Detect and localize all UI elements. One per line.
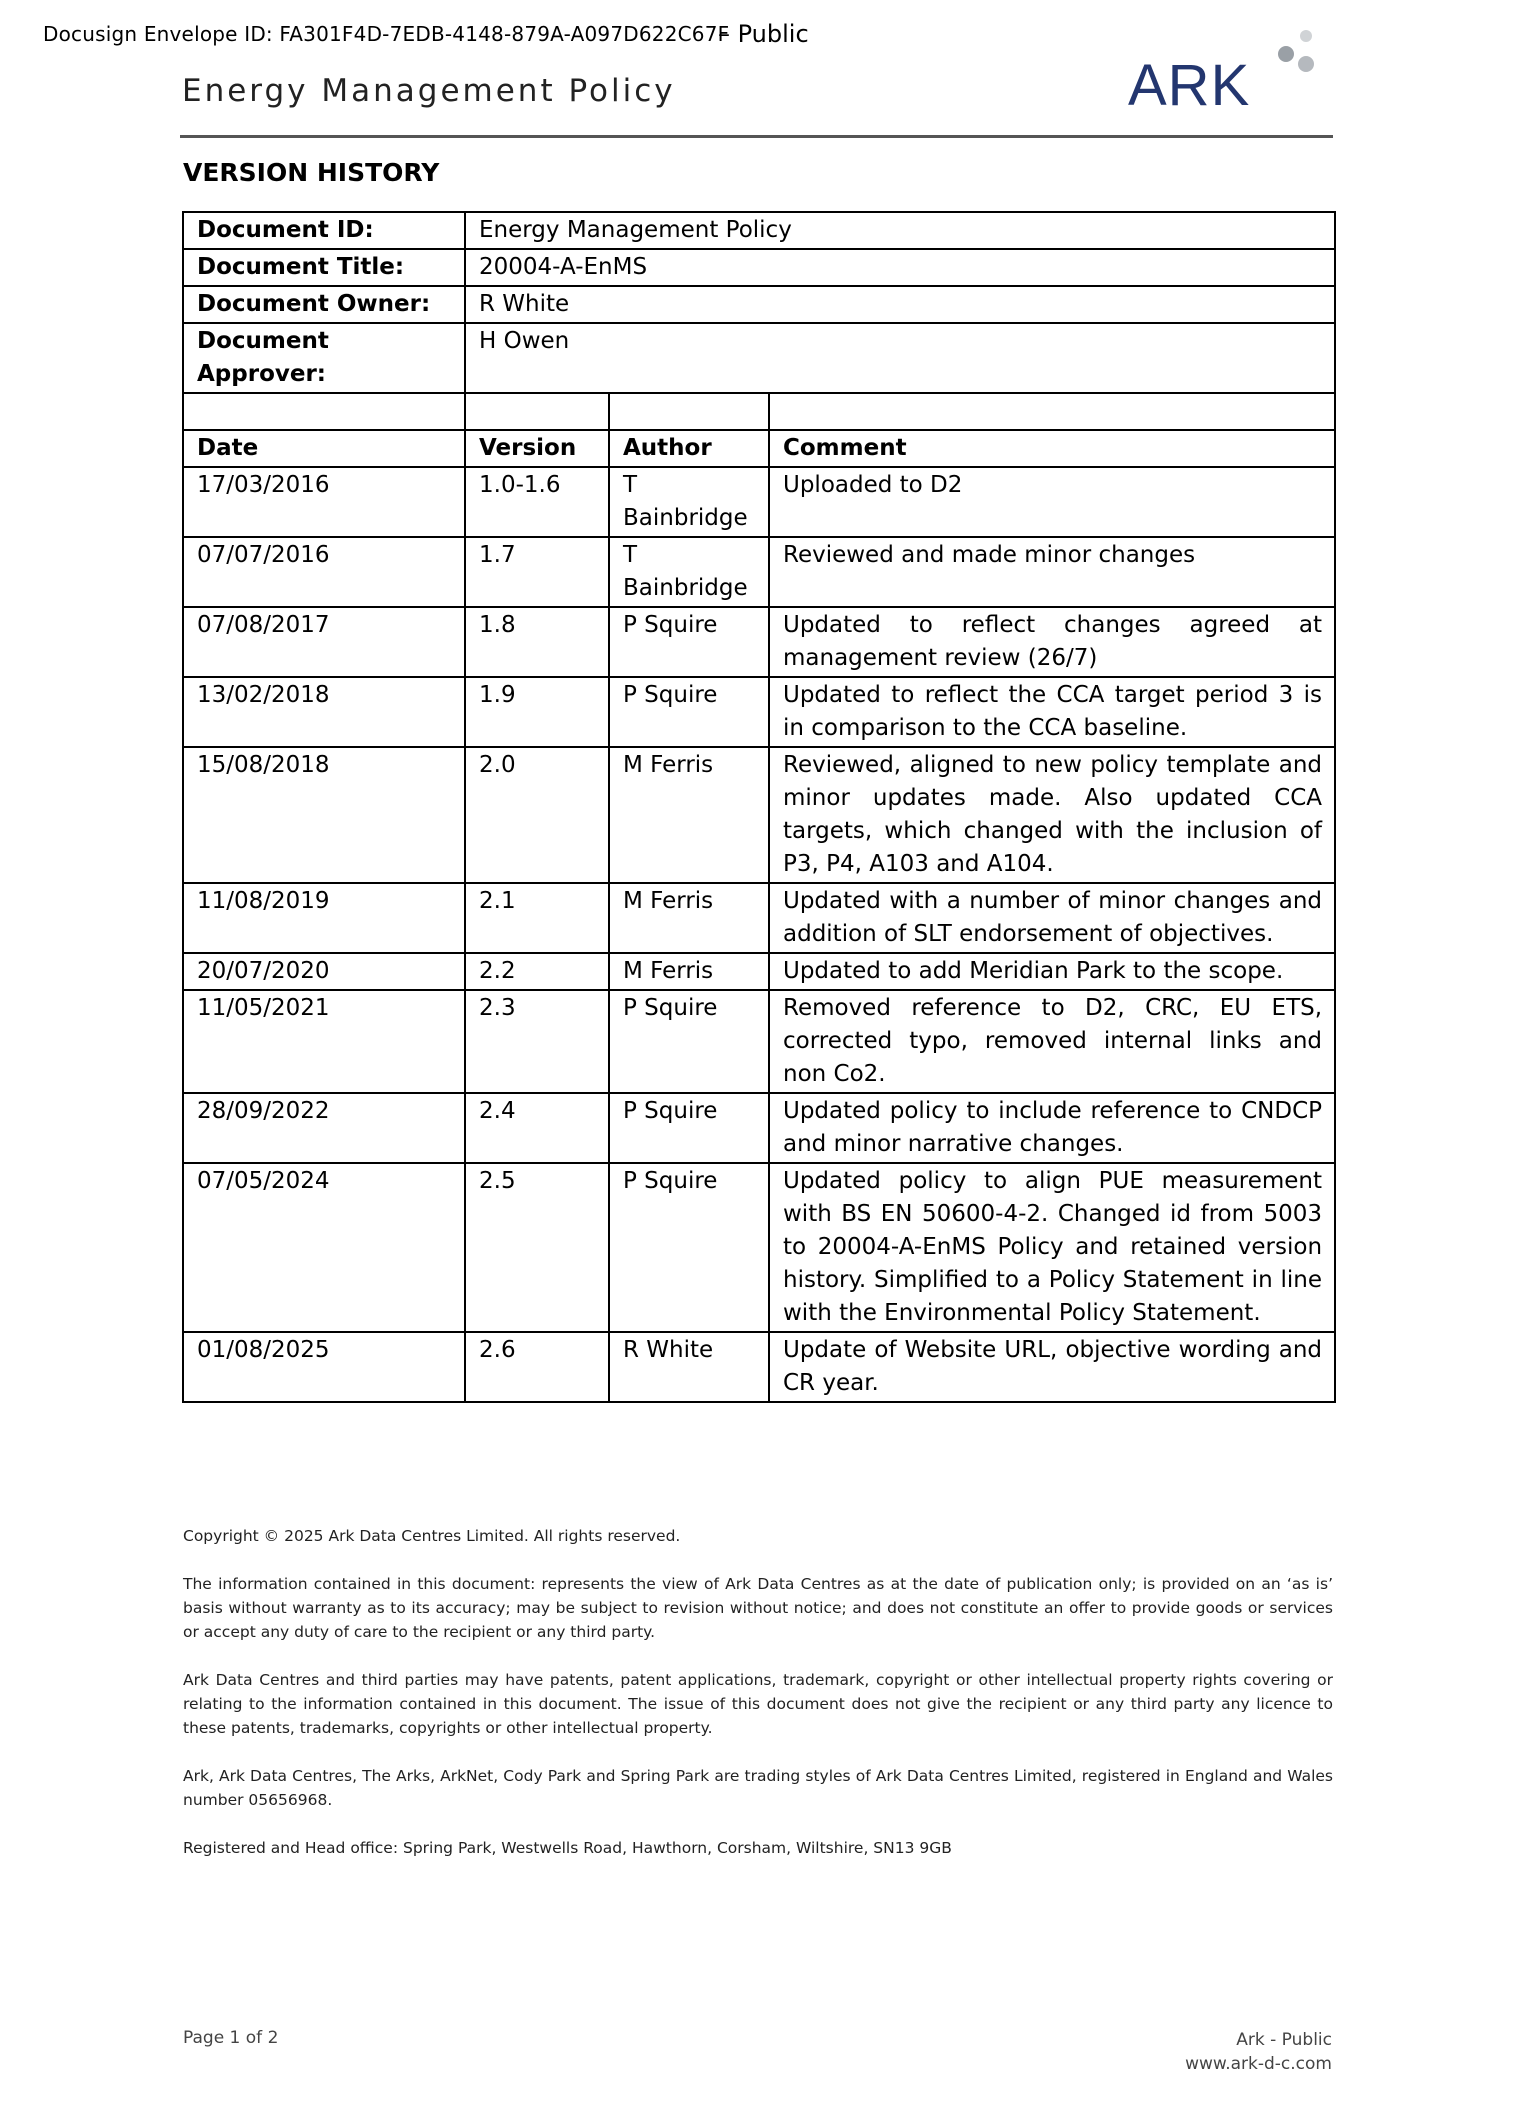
cell-date: 11/05/2021 [183, 990, 465, 1093]
meta-label: Document Title: [183, 249, 465, 286]
meta-label: Document Approver: [183, 323, 465, 393]
cell-date: 13/02/2018 [183, 677, 465, 747]
cell-version: 2.5 [465, 1163, 609, 1332]
cell-author: P Squire [609, 1163, 769, 1332]
cell-comment: Uploaded to D2 [769, 467, 1335, 537]
document-heading: Energy Management Policy [182, 73, 676, 109]
cell-date: 28/09/2022 [183, 1093, 465, 1163]
empty-cell [183, 393, 465, 430]
table-row [183, 537, 1335, 607]
website-link[interactable]: www.ark-d-c.com [1185, 2054, 1332, 2074]
cell-author: M Ferris [609, 883, 769, 953]
cell-version: 2.6 [465, 1332, 609, 1402]
table-row [183, 677, 1335, 747]
cell-version: 1.8 [465, 607, 609, 677]
cell-comment: Removed reference to D2, CRC, EU ETS, corrected typo, removed internal links and non Co2. [769, 990, 1335, 1093]
ark-logo [1128, 24, 1328, 118]
table-row [183, 883, 1335, 953]
cell-date: 11/08/2019 [183, 883, 465, 953]
cell-author: P Squire [609, 990, 769, 1093]
cell-version: 2.1 [465, 883, 609, 953]
cell-author: P Squire [609, 607, 769, 677]
table-row [183, 990, 1335, 1093]
disclaimer-text: The information contained in this document: represents the view of Ark Data Centres as at the date of publication only; is provided on an ‘as is’ basis without warranty as to its accuracy; may be subject to revision without notice; and does not constitute an offer to provide goods or services or accept any duty of care to the recipient or any third party. [183, 1575, 1333, 1641]
meta-label: Document ID: [183, 212, 465, 249]
meta-value: H Owen [465, 323, 1335, 393]
ip-notice-text: Ark Data Centres and third parties may have patents, patent applications, trademark, copyright or other intellectual property rights covering or relating to the information contained in this document. The issue of this document does not give the recipient or any third party any licence to these patents, trademarks, copyrights or other intellectual property. [183, 1671, 1333, 1737]
column-header-row [183, 430, 1335, 467]
trading-styles-text: Ark, Ark Data Centres, The Arks, ArkNet, Cody Park and Spring Park are trading styles of Ark Data Centres Limited, registered in England and Wales number 05656968. [183, 1767, 1333, 1809]
cell-version: 2.0 [465, 747, 609, 883]
cell-date: 07/05/2024 [183, 1163, 465, 1332]
table-row [183, 607, 1335, 677]
table-row [183, 747, 1335, 883]
table-row [183, 467, 1335, 537]
cell-author: R White [609, 1332, 769, 1402]
cell-date: 07/08/2017 [183, 607, 465, 677]
cell-comment: Updated policy to align PUE measurement with BS EN 50600-4-2. Changed id from 5003 to 20004-A-EnMS Policy and retained version history. Simplified to a Policy Statement in line with the Environmental Policy Statement. [769, 1163, 1335, 1332]
version-history-table [182, 211, 1336, 1403]
cell-comment: Reviewed, aligned to new policy template and minor updates made. Also updated CCA targets, which changed with the inclusion of P3, P4, A103 and A104. [769, 747, 1335, 883]
column-header-comment: Comment [769, 430, 1335, 467]
copyright-text: Copyright © 2025 Ark Data Centres Limited. All rights reserved. [183, 1527, 681, 1545]
cell-comment: Updated to add Meridian Park to the scope. [769, 953, 1335, 990]
footer-right [1185, 2028, 1332, 2076]
cell-date: 07/07/2016 [183, 537, 465, 607]
column-header-version: Version [465, 430, 609, 467]
logo-dots-icon [1262, 28, 1322, 88]
cell-version: 2.3 [465, 990, 609, 1093]
cell-author: M Ferris [609, 953, 769, 990]
cell-comment: Updated to reflect the CCA target period 3 is in comparison to the CCA baseline. [769, 677, 1335, 747]
logo-text: ARK [1128, 53, 1251, 118]
cell-version: 1.7 [465, 537, 609, 607]
cell-author: T Bainbridge [609, 467, 769, 537]
cell-comment: Reviewed and made minor changes [769, 537, 1335, 607]
empty-cell [465, 393, 609, 430]
meta-row-document-id [183, 212, 1335, 249]
page-number: Page 1 of 2 [183, 2028, 279, 2048]
meta-value: 20004-A-EnMS [465, 249, 1335, 286]
version-history-title: VERSION HISTORY [183, 158, 440, 187]
cell-date: 20/07/2020 [183, 953, 465, 990]
cell-version: 1.0-1.6 [465, 467, 609, 537]
cell-author: T Bainbridge [609, 537, 769, 607]
footer-legal [183, 1524, 1333, 1884]
cell-author: P Squire [609, 677, 769, 747]
header-rule [180, 135, 1333, 138]
table-row [183, 953, 1335, 990]
column-header-date: Date [183, 430, 465, 467]
meta-value: R White [465, 286, 1335, 323]
cell-comment: Update of Website URL, objective wording and CR year. [769, 1332, 1335, 1402]
meta-value: Energy Management Policy [465, 212, 1335, 249]
cell-date: 01/08/2025 [183, 1332, 465, 1402]
table-row [183, 1163, 1335, 1332]
cell-date: 15/08/2018 [183, 747, 465, 883]
meta-label: Document Owner: [183, 286, 465, 323]
classification-tag: – Public [718, 20, 809, 48]
cell-comment: Updated with a number of minor changes and addition of SLT endorsement of objectives. [769, 883, 1335, 953]
cell-version: 2.4 [465, 1093, 609, 1163]
column-header-author: Author [609, 430, 769, 467]
empty-cell [769, 393, 1335, 430]
meta-row-document-title [183, 249, 1335, 286]
empty-cell [609, 393, 769, 430]
spacer-row [183, 393, 1335, 430]
docusign-envelope-id: Docusign Envelope ID: FA301F4D-7EDB-4148-879A-A097D622C67F [43, 22, 730, 46]
cell-comment: Updated to reflect changes agreed at management review (26/7) [769, 607, 1335, 677]
table-row [183, 1093, 1335, 1163]
footer-classification: Ark - Public [1236, 2030, 1332, 2050]
meta-row-document-owner [183, 286, 1335, 323]
registered-office-text: Registered and Head office: Spring Park, Westwells Road, Hawthorn, Corsham, Wiltshire, SN13 9GB [183, 1839, 952, 1857]
meta-row-document-approver [183, 323, 1335, 393]
cell-version: 2.2 [465, 953, 609, 990]
cell-date: 17/03/2016 [183, 467, 465, 537]
cell-version: 1.9 [465, 677, 609, 747]
cell-comment: Updated policy to include reference to CNDCP and minor narrative changes. [769, 1093, 1335, 1163]
cell-author: P Squire [609, 1093, 769, 1163]
table-row [183, 1332, 1335, 1402]
cell-author: M Ferris [609, 747, 769, 883]
